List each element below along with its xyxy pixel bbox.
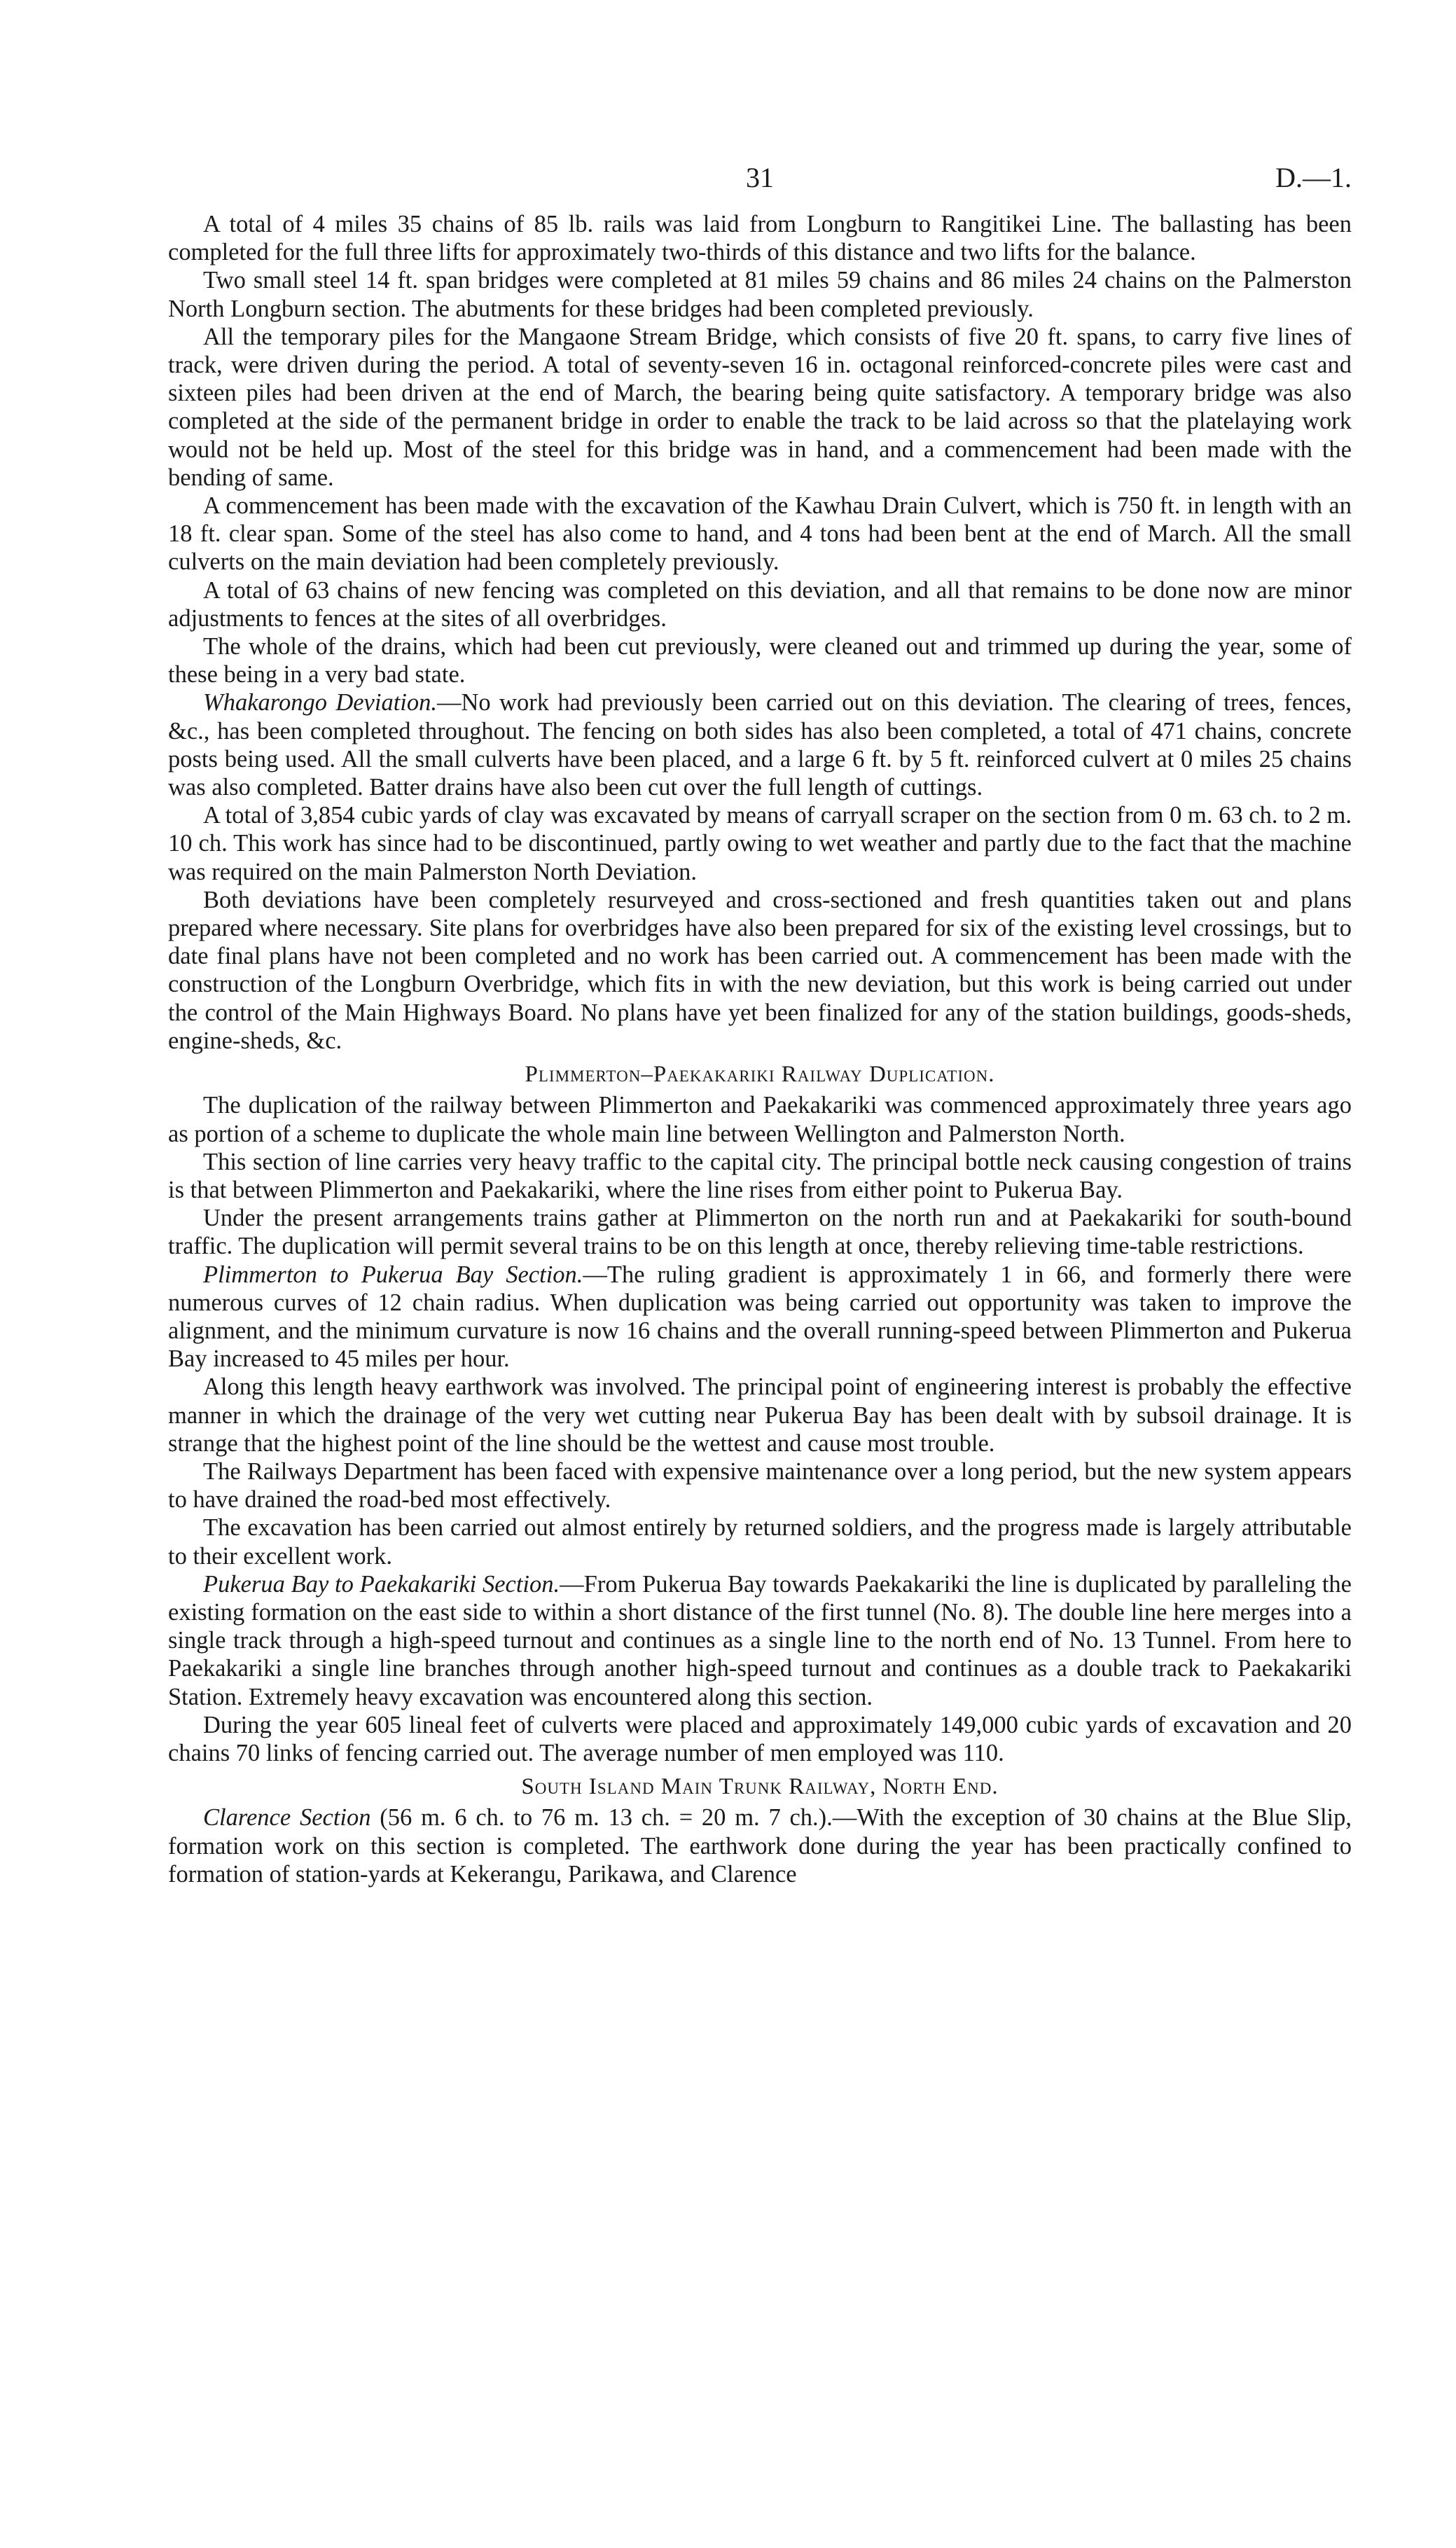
heading-plimmerton-duplication: Plimmerton–Paekakariki Railway Duplication.	[525, 1062, 995, 1088]
paragraph-earthwork: Along this length heavy earthwork was involved. The principal point of engineering interest is probably the effective manner in which the drainage of the very wet cutting near Pukerua Bay has been dealt with by subsoil drainage. It is strange that the highest point of the line should be the wettest and cause most trouble.	[168, 1373, 1352, 1457]
document-page	[168, 161, 1352, 1888]
paragraph-returned-soldiers: The excavation has been carried out almost entirely by returned soldiers, and the progress made is largely attributable to their excellent work.	[168, 1514, 1352, 1570]
paragraph-year-summary: During the year 605 lineal feet of culverts were placed and approximately 149,000 cubic yards of excavation and 20 chains 70 links of fencing carried out. The average number of men employed was 110.	[168, 1711, 1352, 1766]
page-header	[168, 161, 1352, 210]
paragraph-maintenance: The Railways Department has been faced with expensive maintenance over a long period, but the new system appears to have drained the road-bed most effectively.	[168, 1458, 1352, 1514]
clarence-text: (56 m. 6 ch. to 76 m. 13 ch. = 20 m. 7 ch.).—With the exception of 30 chains at the Blue Slip, formation work on this section is completed. The earthwork done during the year has been practically confined to formation of station-yards at Kekerangu, Parikawa, and Clarence	[168, 1804, 1352, 1888]
plimmerton-pukerua-lead: Plimmerton to Pukerua Bay Section.	[203, 1261, 583, 1288]
paragraph-steel-bridges: Two small steel 14 ft. span bridges were completed at 81 miles 59 chains and 86 miles 24 chains on the Palmerston North Longburn section. The abutments for these bridges had been completed previously.	[168, 267, 1352, 322]
paragraph-fencing: A total of 63 chains of new fencing was completed on this deviation, and all that remains to be done now are minor adjustments to fences at the sites of all overbridges.	[168, 576, 1352, 632]
paragraph-clarence	[168, 1803, 1352, 1888]
whakarongo-lead: Whakarongo Deviation.	[203, 689, 437, 716]
plimmerton-pukerua-text: —The ruling gradient is approximately 1 in 66, and formerly there were numerous curves of 12 chain radius. When duplication was being carried out opportunity was taken to improve the alignment, and the minimum curvature is now 16 chains and the overall running-speed between Plimmerton and Pukerua Bay increased to 45 miles per hour.	[168, 1261, 1352, 1373]
whakarongo-text: —No work had previously been carried out on this deviation. The clearing of trees, fences, &c., has been completed throughout. The fencing on both sides has also been completed, a total of 471 chains, concrete posts being used. All the small culverts have been placed, and a large 6 ft. by 5 ft. reinforced culvert at 0 miles 25 chains was also completed. Batter drains have also been cut over the full length of cuttings.	[168, 689, 1352, 801]
paragraph-resurvey: Both deviations have been completely resurveyed and cross-sectioned and fresh quantities taken out and plans prepared where necessary. Site plans for overbridges have also been prepared for six of the existing level crossings, but to date final plans have not been completed and no work has been carried out. A commencement has been made with the construction of the Longburn Overbridge, which fits in with the new deviation, but this work is being carried out under the control of the Main Highways Board. No plans have yet been finalized for any of the station buildings, goods-sheds, engine-sheds, &c.	[168, 886, 1352, 1054]
paragraph-clay-excavation: A total of 3,854 cubic yards of clay was excavated by means of carryall scraper on the section from 0 m. 63 ch. to 2 m. 10 ch. This work has since had to be discontinued, partly owing to wet weather and partly due to the fact that the machine was required on the main Palmerston North Deviation.	[168, 802, 1352, 885]
pukerua-paekakariki-lead: Pukerua Bay to Paekakariki Section.	[203, 1570, 560, 1598]
clarence-lead: Clarence Section	[203, 1804, 371, 1832]
paragraph-rails-laid: A total of 4 miles 35 chains of 85 lb. rails was laid from Longburn to Rangitikei Line. The ballasting has been completed for the full three lifts for approximately two-thirds of this distance and two lifts for the balance.	[168, 211, 1352, 266]
page-number: 31	[746, 162, 774, 193]
paragraph-traffic: This section of line carries very heavy traffic to the capital city. The principal bottle neck causing congestion of trains is that between Plimmerton and Paekakariki, where the line rises from either point to Pukerua Bay.	[168, 1148, 1352, 1203]
paragraph-whakarongo	[168, 688, 1352, 801]
document-reference: D.—1.	[1275, 162, 1352, 193]
pukerua-paekakariki-text: —From Pukerua Bay towards Paekakariki the line is duplicated by paralleling the existing formation on the east side to within a short distance of the first tunnel (No. 8). The double line here merges into a single track through a high-speed turnout and continues as a single line to the north end of No. 13 Tunnel. From here to Paekakariki a single line branches through another high-speed turnout and continues as a double track to Paekakariki Station. Extremely heavy excavation was encountered along this section.	[168, 1570, 1352, 1710]
heading-south-island: South Island Main Trunk Railway, North End.	[521, 1774, 999, 1800]
paragraph-pukerua-paekakariki	[168, 1570, 1352, 1711]
paragraph-plimmerton-pukerua	[168, 1261, 1352, 1373]
paragraph-drains: The whole of the drains, which had been cut previously, were cleaned out and trimmed up during the year, some of these being in a very bad state.	[168, 633, 1352, 688]
paragraph-duplication-intro: The duplication of the railway between Plimmerton and Paekakariki was commenced approximately three years ago as portion of a scheme to duplicate the whole main line between Wellington and Palmerston North.	[168, 1092, 1352, 1147]
paragraph-arrangements: Under the present arrangements trains gather at Plimmerton on the north run and at Paekakariki for south-bound traffic. The duplication will permit several trains to be on this length at once, thereby relieving time-table restrictions.	[168, 1205, 1352, 1260]
paragraph-mangaone-bridge: All the temporary piles for the Mangaone Stream Bridge, which consists of five 20 ft. spans, to carry five lines of track, were driven during the period. A total of seventy-seven 16 in. octagonal reinforced-concrete piles were cast and sixteen piles had been driven at the end of March, the bearing being quite satisfactory. A temporary bridge was also completed at the side of the permanent bridge in order to enable the track to be laid across so that the platelaying work would not be held up. Most of the steel for this bridge was in hand, and a commencement had been made with the bending of same.	[168, 323, 1352, 491]
paragraph-kawhau-culvert: A commencement has been made with the excavation of the Kawhau Drain Culvert, which is 750 ft. in length with an 18 ft. clear span. Some of the steel has also come to hand, and 4 tons had been bent at the end of March. All the small culverts on the main deviation had been completely previously.	[168, 492, 1352, 576]
